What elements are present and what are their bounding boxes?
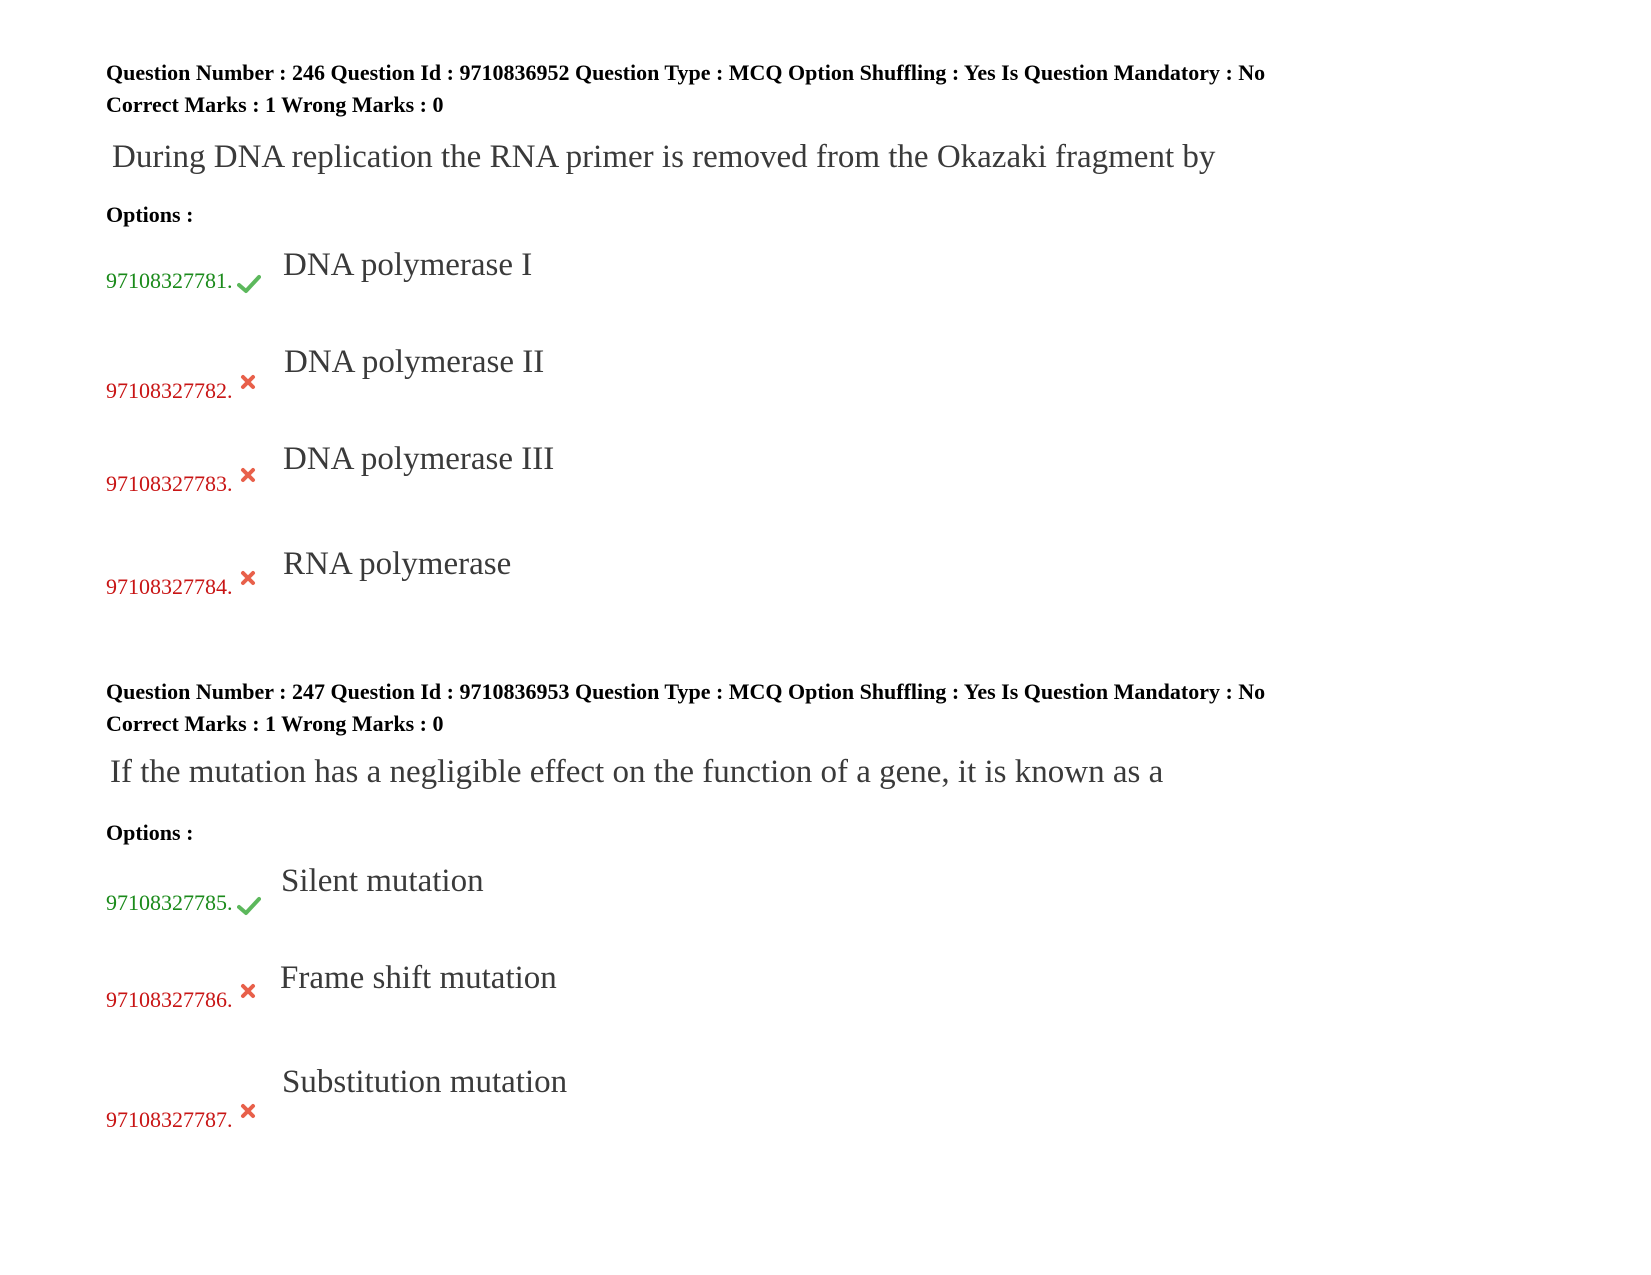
cross-icon <box>237 568 261 590</box>
option-id: 97108327787. <box>106 1107 233 1132</box>
option-id: 97108327785. <box>106 890 233 915</box>
option-row <box>106 987 261 1013</box>
options-label: Options : <box>106 202 194 227</box>
cross-icon <box>237 1101 261 1123</box>
question-meta-line1: Question Number : 246 Question Id : 9710836952 Question Type : MCQ Option Shuffling : Yes Is Question Mandatory : No <box>106 60 1266 85</box>
question-stem: If the mutation has a negligible effect on the function of a gene, it is known as a <box>110 754 1164 790</box>
option-id: 97108327784. <box>106 574 233 599</box>
option-id: 97108327782. <box>106 378 233 403</box>
question-stem: During DNA replication the RNA primer is removed from the Okazaki fragment by <box>112 139 1216 175</box>
cross-icon <box>237 372 261 394</box>
check-icon <box>237 895 261 917</box>
option-text: Silent mutation <box>281 863 484 899</box>
option-id: 97108327781. <box>106 268 233 293</box>
option-row <box>106 574 261 600</box>
question-meta-line2: Correct Marks : 1 Wrong Marks : 0 <box>106 92 444 117</box>
option-id: 97108327786. <box>106 987 233 1012</box>
option-text: DNA polymerase III <box>283 441 555 477</box>
option-row <box>106 1107 261 1133</box>
option-text: Substitution mutation <box>282 1064 568 1100</box>
cross-icon <box>237 981 261 1003</box>
cross-icon <box>237 465 261 487</box>
option-row <box>106 268 261 295</box>
question-meta-line1: Question Number : 247 Question Id : 9710836953 Question Type : MCQ Option Shuffling : Yes Is Question Mandatory : No <box>106 679 1266 704</box>
option-text: DNA polymerase I <box>283 247 533 283</box>
option-row <box>106 378 261 404</box>
option-row <box>106 471 261 497</box>
option-id: 97108327783. <box>106 471 233 496</box>
option-text: Frame shift mutation <box>280 960 557 996</box>
option-text: DNA polymerase II <box>284 344 545 380</box>
options-label: Options : <box>106 820 194 845</box>
option-row <box>106 890 261 917</box>
option-text: RNA polymerase <box>283 546 512 582</box>
check-icon <box>237 273 261 295</box>
question-meta-line2: Correct Marks : 1 Wrong Marks : 0 <box>106 711 444 736</box>
